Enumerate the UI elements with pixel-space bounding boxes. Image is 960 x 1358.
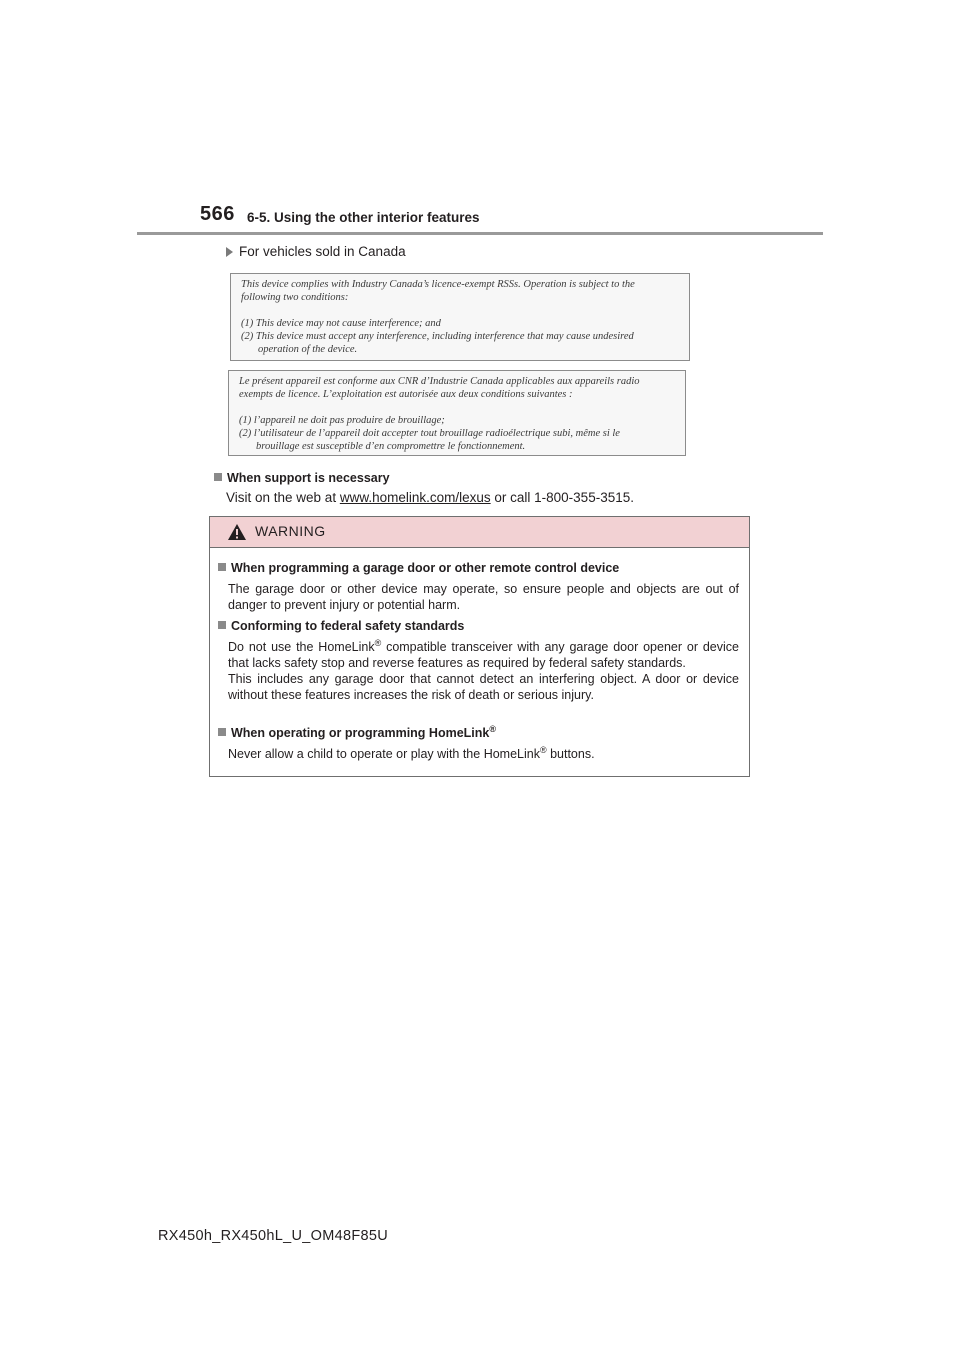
- warning-item-heading: [218, 560, 739, 576]
- warning-triangle-icon: [227, 523, 247, 541]
- warning-item-body: The garage door or other device may operate, so ensure people and objects are out of danger to prevent injury or potential harm.: [228, 582, 739, 612]
- notice-fr-item: (2) l’utilisateur de l’appareil doit accepter tout brouillage radioélectrique subi, même si le: [239, 428, 620, 439]
- notice-en-line: This device complies with Industry Canada’s licence-exempt RSSs. Operation is subject to the: [241, 279, 635, 290]
- warning-box: [209, 516, 750, 777]
- warning-body-part: This includes any garage door that cannot detect an interfering object. A door or device without these features increases the risk of death or serious injury.: [228, 672, 739, 702]
- footer-manual-code: RX450h_RX450hL_U_OM48F85U: [158, 1228, 388, 1244]
- notice-french: [228, 370, 686, 456]
- support-heading-text: When support is necessary: [227, 471, 390, 485]
- triangle-bullet-icon: [226, 247, 233, 257]
- warning-body-part: Do not use the HomeLink: [228, 640, 375, 654]
- canada-bullet: [226, 244, 406, 259]
- warning-item-heading-text: When operating or programming HomeLink: [231, 726, 490, 740]
- support-text-after: or call 1-800-355-3515.: [490, 490, 634, 505]
- notice-en-line: following two conditions:: [241, 292, 349, 303]
- registered-mark: ®: [374, 637, 382, 648]
- warning-body-part: buttons.: [546, 747, 595, 761]
- notice-fr-item: brouillage est susceptible d’en compromettre le fonctionnement.: [256, 441, 526, 452]
- square-bullet-icon: [218, 728, 226, 736]
- warning-label: WARNING: [255, 523, 326, 539]
- support-text: [226, 490, 634, 505]
- warning-item-heading: [218, 618, 739, 634]
- registered-mark: ®: [489, 723, 496, 734]
- warning-body-part: compatible transceiver with any garage door opener or device that lacks safety stop and reverse features as required by federal safety standards.: [228, 640, 739, 670]
- warning-item-body: [218, 746, 739, 762]
- header-divider: [137, 232, 823, 235]
- warning-item-heading-text: Conforming to federal safety standards: [231, 619, 465, 633]
- warning-item-heading-text: When programming a garage door or other remote control device: [231, 561, 620, 575]
- notice-fr-item: (1) l’appareil ne doit pas produire de brouillage;: [239, 415, 445, 426]
- square-bullet-icon: [214, 473, 222, 481]
- warning-item: [218, 560, 739, 613]
- section-title: 6-5. Using the other interior features: [247, 210, 480, 225]
- notice-en-item: operation of the device.: [258, 344, 358, 355]
- notice-fr-line: exempts de licence. L’exploitation est autorisée aux deux conditions suivantes :: [239, 389, 573, 400]
- square-bullet-icon: [218, 563, 226, 571]
- notice-en-item: (2) This device must accept any interference, including interference that may cause undesired: [241, 331, 634, 342]
- support-text-before: Visit on the web at: [226, 490, 340, 505]
- warning-item-heading: [218, 725, 739, 741]
- page-number: 566: [200, 203, 235, 225]
- warning-item: [218, 618, 739, 703]
- support-heading: [214, 471, 390, 485]
- homelink-link[interactable]: www.homelink.com/lexus: [339, 490, 491, 505]
- warning-item-body: [218, 639, 739, 703]
- canada-bullet-text: For vehicles sold in Canada: [239, 244, 406, 259]
- notice-en-item: (1) This device may not cause interference; and: [241, 318, 441, 329]
- warning-header: [210, 517, 749, 548]
- warning-item: [218, 725, 739, 762]
- notice-fr-line: Le présent appareil est conforme aux CNR d’Industrie Canada applicables aux appareils radio: [239, 376, 640, 387]
- warning-body-part: Never allow a child to operate or play with the HomeLink: [228, 747, 540, 761]
- square-bullet-icon: [218, 621, 226, 629]
- notice-english: [230, 273, 690, 361]
- registered-mark: ®: [539, 744, 547, 755]
